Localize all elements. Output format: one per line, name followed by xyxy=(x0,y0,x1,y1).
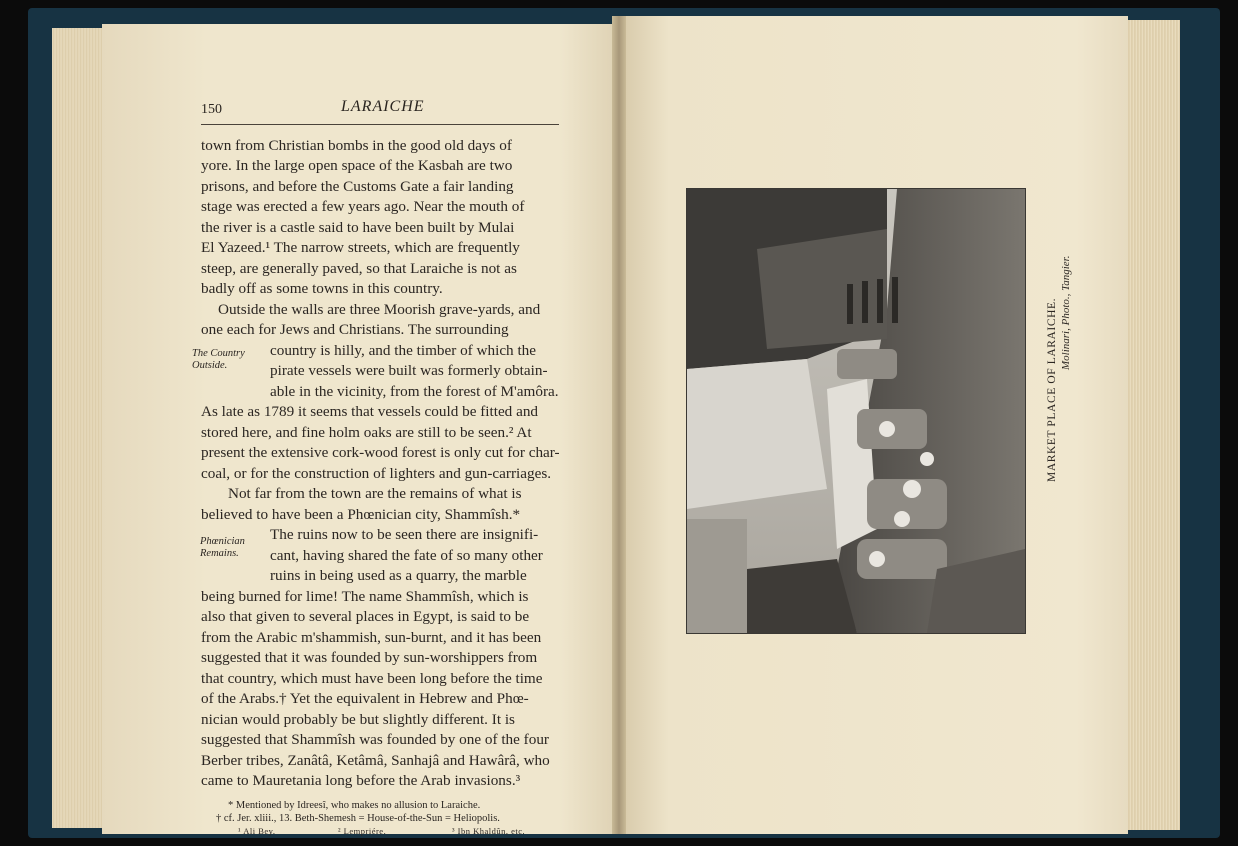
text-line: Outside the walls are three Moorish grave-yards, and xyxy=(218,301,541,318)
text-line: yore. In the large open space of the Kasbah are two xyxy=(201,157,513,174)
photograph-illustration xyxy=(687,189,1025,633)
sidenote-phoenician-remains xyxy=(200,536,245,560)
text-line: stage was erected a few years ago. Near the mouth of xyxy=(201,198,525,215)
text-line: suggested that Shammîsh was founded by one of the four xyxy=(201,731,549,748)
book-gutter xyxy=(612,16,626,834)
text-line: country is hilly, and the timber of which the xyxy=(270,342,537,359)
text-line: town from Christian bombs in the good old days of xyxy=(201,137,512,154)
footnote-dagger: † cf. Jer. xliii., 13. Beth-Shemesh = House-of-the-Sun = Heliopolis. xyxy=(216,813,500,824)
text-line: ruins in being used as a quarry, the marble xyxy=(270,567,527,584)
sidenote-line: The Country xyxy=(192,348,245,359)
running-title: LARAICHE xyxy=(341,98,425,115)
page-header xyxy=(201,98,561,122)
text-line: The ruins now to be seen there are insignifi- xyxy=(270,526,539,543)
text-line: steep, are generally paved, so that Laraiche is not as xyxy=(201,260,517,277)
text-line: Berber tribes, Zanâtâ, Ketâmâ, Sanhajâ and Hawârâ, who xyxy=(201,752,550,769)
photo-credit-block xyxy=(1056,256,1074,371)
text-line: prisons, and before the Customs Gate a fair landing xyxy=(201,178,514,195)
sidenote-line: Phœnician xyxy=(200,536,245,547)
text-line: able in the vicinity, from the forest of M'amôra. xyxy=(270,383,559,400)
text-line: nician would probably be but slightly different. It is xyxy=(201,711,515,728)
text-line: came to Mauretania long before the Arab invasions.³ xyxy=(201,772,521,789)
footnote-ref-1: ¹ Ali Bey. xyxy=(238,826,276,836)
text-line: cant, having shared the fate of so many other xyxy=(270,547,543,564)
text-line: As late as 1789 it seems that vessels could be fitted and xyxy=(201,403,539,420)
market-place-photograph xyxy=(686,188,1026,634)
text-line: coal, or for the construction of lighters and gun-carriages. xyxy=(201,465,552,482)
sidenote-country-outside xyxy=(192,348,245,372)
text-line: Not far from the town are the remains of what is xyxy=(228,485,522,502)
text-line: from the Arabic m'shammish, sun-burnt, and it has been xyxy=(201,629,542,646)
text-line: that country, which must have been long before the time xyxy=(201,670,543,687)
text-line: badly off as some towns in this country. xyxy=(201,280,443,297)
caption-title: MARKET PLACE OF LARAICHE. xyxy=(1046,297,1058,482)
header-rule xyxy=(201,124,559,125)
text-line: of the Arabs.† Yet the equivalent in Hebrew and Phœ- xyxy=(201,690,529,707)
text-line: the river is a castle said to have been built by Mulai xyxy=(201,219,515,236)
text-line: present the extensive cork-wood forest is only cut for char- xyxy=(201,444,560,461)
sidenote-line: Outside. xyxy=(192,360,228,371)
text-line: believed to have been a Phœnician city, Shammîsh.* xyxy=(201,506,521,523)
sidenote-line: Remains. xyxy=(200,548,239,559)
photo-credit: Molinari, Photo., Tangier. xyxy=(1060,255,1072,370)
text-line: El Yazeed.¹ The narrow streets, which are frequently xyxy=(201,239,520,256)
text-line: stored here, and fine holm oaks are still to be seen.² At xyxy=(201,424,532,441)
text-line: one each for Jews and Christians. The surrounding xyxy=(201,321,509,338)
page-number: 150 xyxy=(201,102,222,117)
text-line: pirate vessels were built was formerly obtain- xyxy=(270,362,548,379)
text-line: also that given to several places in Egypt, is said to be xyxy=(201,608,530,625)
text-line: being burned for lime! The name Shammîsh, which is xyxy=(201,588,529,605)
footnote-star: * Mentioned by Idreesî, who makes no allusion to Laraiche. xyxy=(228,800,481,811)
footnote-ref-3: ³ Ibn Khaldûn, etc. xyxy=(452,826,526,836)
text-line: suggested that it was founded by sun-worshippers from xyxy=(201,649,538,666)
footnote-ref-2: ² Lempriére. xyxy=(338,826,387,836)
